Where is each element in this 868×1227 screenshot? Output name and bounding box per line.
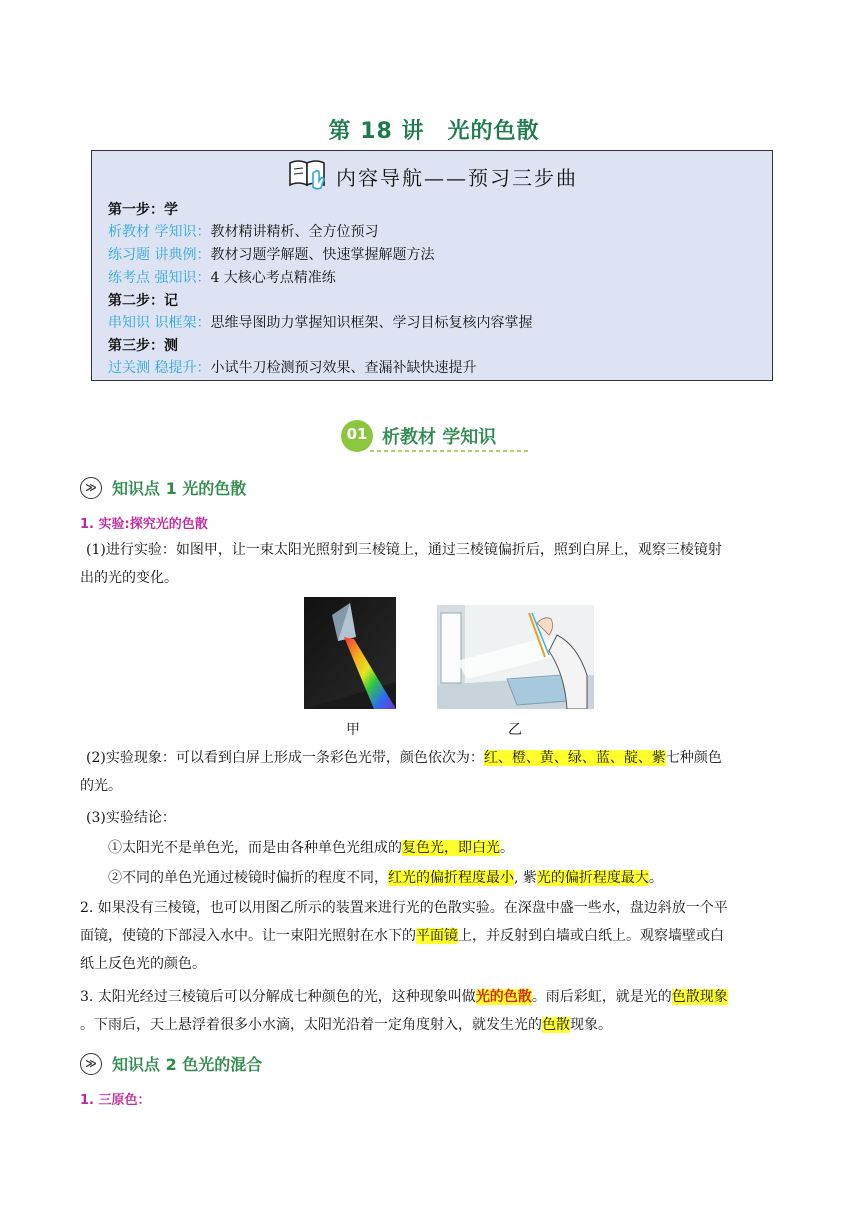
knowledge-point-2 — [80, 1052, 262, 1075]
text-line — [80, 922, 788, 950]
highlight-colors: 红、橙、黄、绿、蓝、靛、紫 — [483, 750, 666, 766]
nav-text: 小试牛刀检测预习效果、查漏补缺快速提升 — [210, 360, 477, 376]
sub-heading-2: 1. 三原色： — [80, 1093, 151, 1108]
prism-figure-jia — [304, 597, 396, 709]
page-title: 第 18 讲 光的色散 — [328, 119, 540, 144]
nav-tag: 析教材 学知识： — [108, 224, 211, 240]
text-line — [80, 1011, 788, 1039]
paragraph-1 — [80, 536, 788, 592]
highlight: 色散 — [542, 1017, 570, 1033]
knowledge-point-1 — [80, 476, 246, 499]
step-2: 第二步：记 — [108, 293, 178, 309]
text-line — [80, 983, 788, 1011]
figure-caption-jia: 甲 — [346, 722, 360, 738]
nav-text: 教材精讲精析、全方位预习 — [210, 224, 379, 240]
highlight: 复色光，即白光 — [402, 840, 500, 856]
paragraph-6 — [80, 894, 788, 978]
text: ①太阳光不是单色光，而是由各种单色光组成的 — [108, 840, 402, 856]
paragraph-2 — [80, 744, 788, 800]
text: 3. 太阳光经过三棱镜后可以分解成七种颜色的光，这种现象叫做 — [80, 989, 476, 1005]
nav-text: 思维导图助力掌握知识框架、学习目标复核内容掌握 — [210, 315, 533, 331]
nav-text: 4 大核心考点精准练 — [210, 270, 336, 286]
nav-line-3 — [108, 267, 336, 289]
text: 。下雨后，天上悬浮着很多小水滴，太阳光沿着一定角度射入，就发生光的 — [80, 1017, 542, 1033]
text-line: 纸上反色光的颜色。 — [80, 956, 206, 972]
paragraph-3: (3)实验结论： — [86, 810, 176, 826]
text-line — [80, 744, 788, 772]
mirror-figure-yi — [437, 605, 594, 709]
nav-line-4 — [108, 312, 532, 334]
text-line: 的光。 — [80, 778, 122, 794]
highlight: 光的偏折程度最大 — [536, 870, 649, 886]
step-3: 第三步：测 — [108, 338, 178, 354]
text: 上，并反射到白墙或白纸上。观察墙壁或白 — [458, 928, 724, 944]
highlight: 平面镜 — [416, 928, 458, 944]
arrow-circle-icon: ≫ — [80, 1053, 102, 1075]
book-hand-icon — [286, 157, 332, 195]
text: 面镜，使镜的下部浸入水中。让一束阳光照射在水下的 — [80, 928, 416, 944]
text: 。雨后彩虹，就是光的 — [531, 989, 672, 1005]
text: (2)实验现象：可以看到白屏上形成一条彩色光带，颜色依次为： — [86, 750, 484, 766]
figure-caption-yi: 乙 — [508, 722, 522, 738]
kp-title: 知识点 1 光的色散 — [112, 479, 247, 498]
nav-line-1 — [108, 221, 378, 243]
text-line: 出的光的变化。 — [80, 570, 178, 586]
nav-tag: 练考点 强知识： — [108, 270, 211, 286]
content-nav-box — [91, 150, 773, 381]
text-line: (1)进行实验：如图甲，让一束太阳光照射到三棱镜上，通过三棱镜偏折后，照到白屏上，观察三棱镜射 — [86, 542, 722, 558]
text: ②不同的单色光通过棱镜时偏折的程度不同， — [108, 870, 388, 886]
kp-title: 知识点 2 色光的混合 — [112, 1055, 263, 1074]
nav-tag: 过关测 稳提升： — [108, 360, 211, 376]
nav-tag: 串知识 识框架： — [108, 315, 211, 331]
paragraph-4 — [80, 834, 816, 862]
text: , 紫 — [514, 870, 537, 886]
nav-heading-text: 内容导航——预习三步曲 — [336, 165, 578, 190]
text: 现象。 — [570, 1017, 612, 1033]
section-number: 01 — [346, 425, 368, 443]
text: 。 — [648, 870, 663, 886]
highlight: 色散现象 — [671, 989, 728, 1005]
text: 。 — [500, 840, 514, 856]
nav-tag: 练习题 讲典例： — [108, 247, 211, 263]
paragraph-5 — [80, 864, 816, 892]
text: 七种颜色 — [665, 750, 722, 766]
text-line: 2. 如果没有三棱镜，也可以用图乙所示的装置来进行光的色散实验。在深盘中盛一些水，盘边斜放一个平 — [80, 900, 728, 916]
step-1: 第一步：学 — [108, 202, 178, 218]
highlight: 红光的偏折程度最小 — [388, 870, 514, 886]
section-label: 析教材 学知识 — [382, 427, 497, 448]
section-badge — [340, 419, 530, 455]
nav-line-2 — [108, 244, 434, 266]
highlight-red: 光的色散 — [475, 989, 532, 1005]
arrow-circle-icon: ≫ — [80, 477, 102, 499]
nav-line-5 — [108, 357, 476, 379]
sub-heading-1: 1. 实验:探究光的色散 — [80, 517, 208, 532]
paragraph-7 — [80, 983, 788, 1039]
nav-text: 教材习题学解题、快速掌握解题方法 — [210, 247, 435, 263]
nav-heading — [92, 157, 772, 195]
